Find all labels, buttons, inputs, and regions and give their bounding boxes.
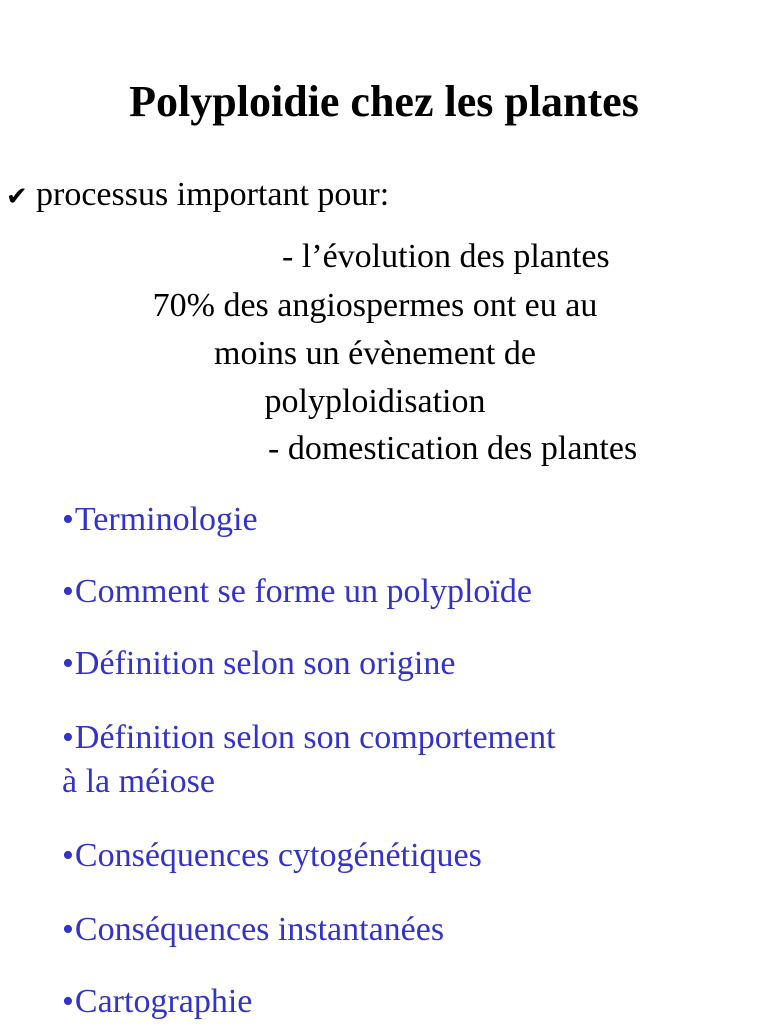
topic-label: Conséquences cytogénétiques	[74, 837, 482, 874]
note-line: moins un évènement de	[214, 335, 536, 372]
topic-label: Terminologie	[74, 501, 258, 538]
topic-item-cytogenetiques	[62, 834, 482, 878]
topic-label: Définition selon son comportement	[74, 719, 556, 756]
check-item	[6, 174, 389, 218]
topic-item-terminologie	[62, 498, 258, 542]
sub-item-domestication: - domestication des plantes	[268, 430, 638, 467]
note-line: 70% des angiospermes ont eu au	[152, 287, 598, 324]
topic-label-continued: à la méiose	[62, 763, 215, 800]
check-item-label: processus important pour:	[36, 176, 390, 213]
note-text	[84, 282, 666, 426]
topic-item-instantanees	[62, 908, 444, 952]
bullet-icon: •	[62, 719, 74, 756]
topic-item-meiose	[62, 716, 556, 804]
bullet-icon: •	[62, 983, 74, 1020]
sub-item-evolution: - l’évolution des plantes	[282, 238, 610, 275]
bullet-icon: •	[62, 837, 74, 874]
topic-item-origine	[62, 642, 455, 686]
bullet-icon: •	[62, 501, 74, 538]
bullet-icon: •	[62, 645, 74, 682]
check-mark-icon: ✔	[6, 182, 28, 212]
topic-label: Cartographie	[74, 983, 253, 1020]
topic-label: Conséquences instantanées	[74, 911, 445, 948]
page-title: Polyploidie chez les plantes	[129, 77, 639, 126]
topic-item-formation	[62, 570, 532, 614]
topic-item-cartographie	[62, 980, 252, 1024]
bullet-icon: •	[62, 573, 74, 610]
note-line: polyploidisation	[264, 383, 486, 420]
topic-label: Comment se forme un polyploïde	[74, 573, 532, 610]
bullet-icon: •	[62, 911, 74, 948]
topic-label: Définition selon son origine	[74, 645, 456, 682]
